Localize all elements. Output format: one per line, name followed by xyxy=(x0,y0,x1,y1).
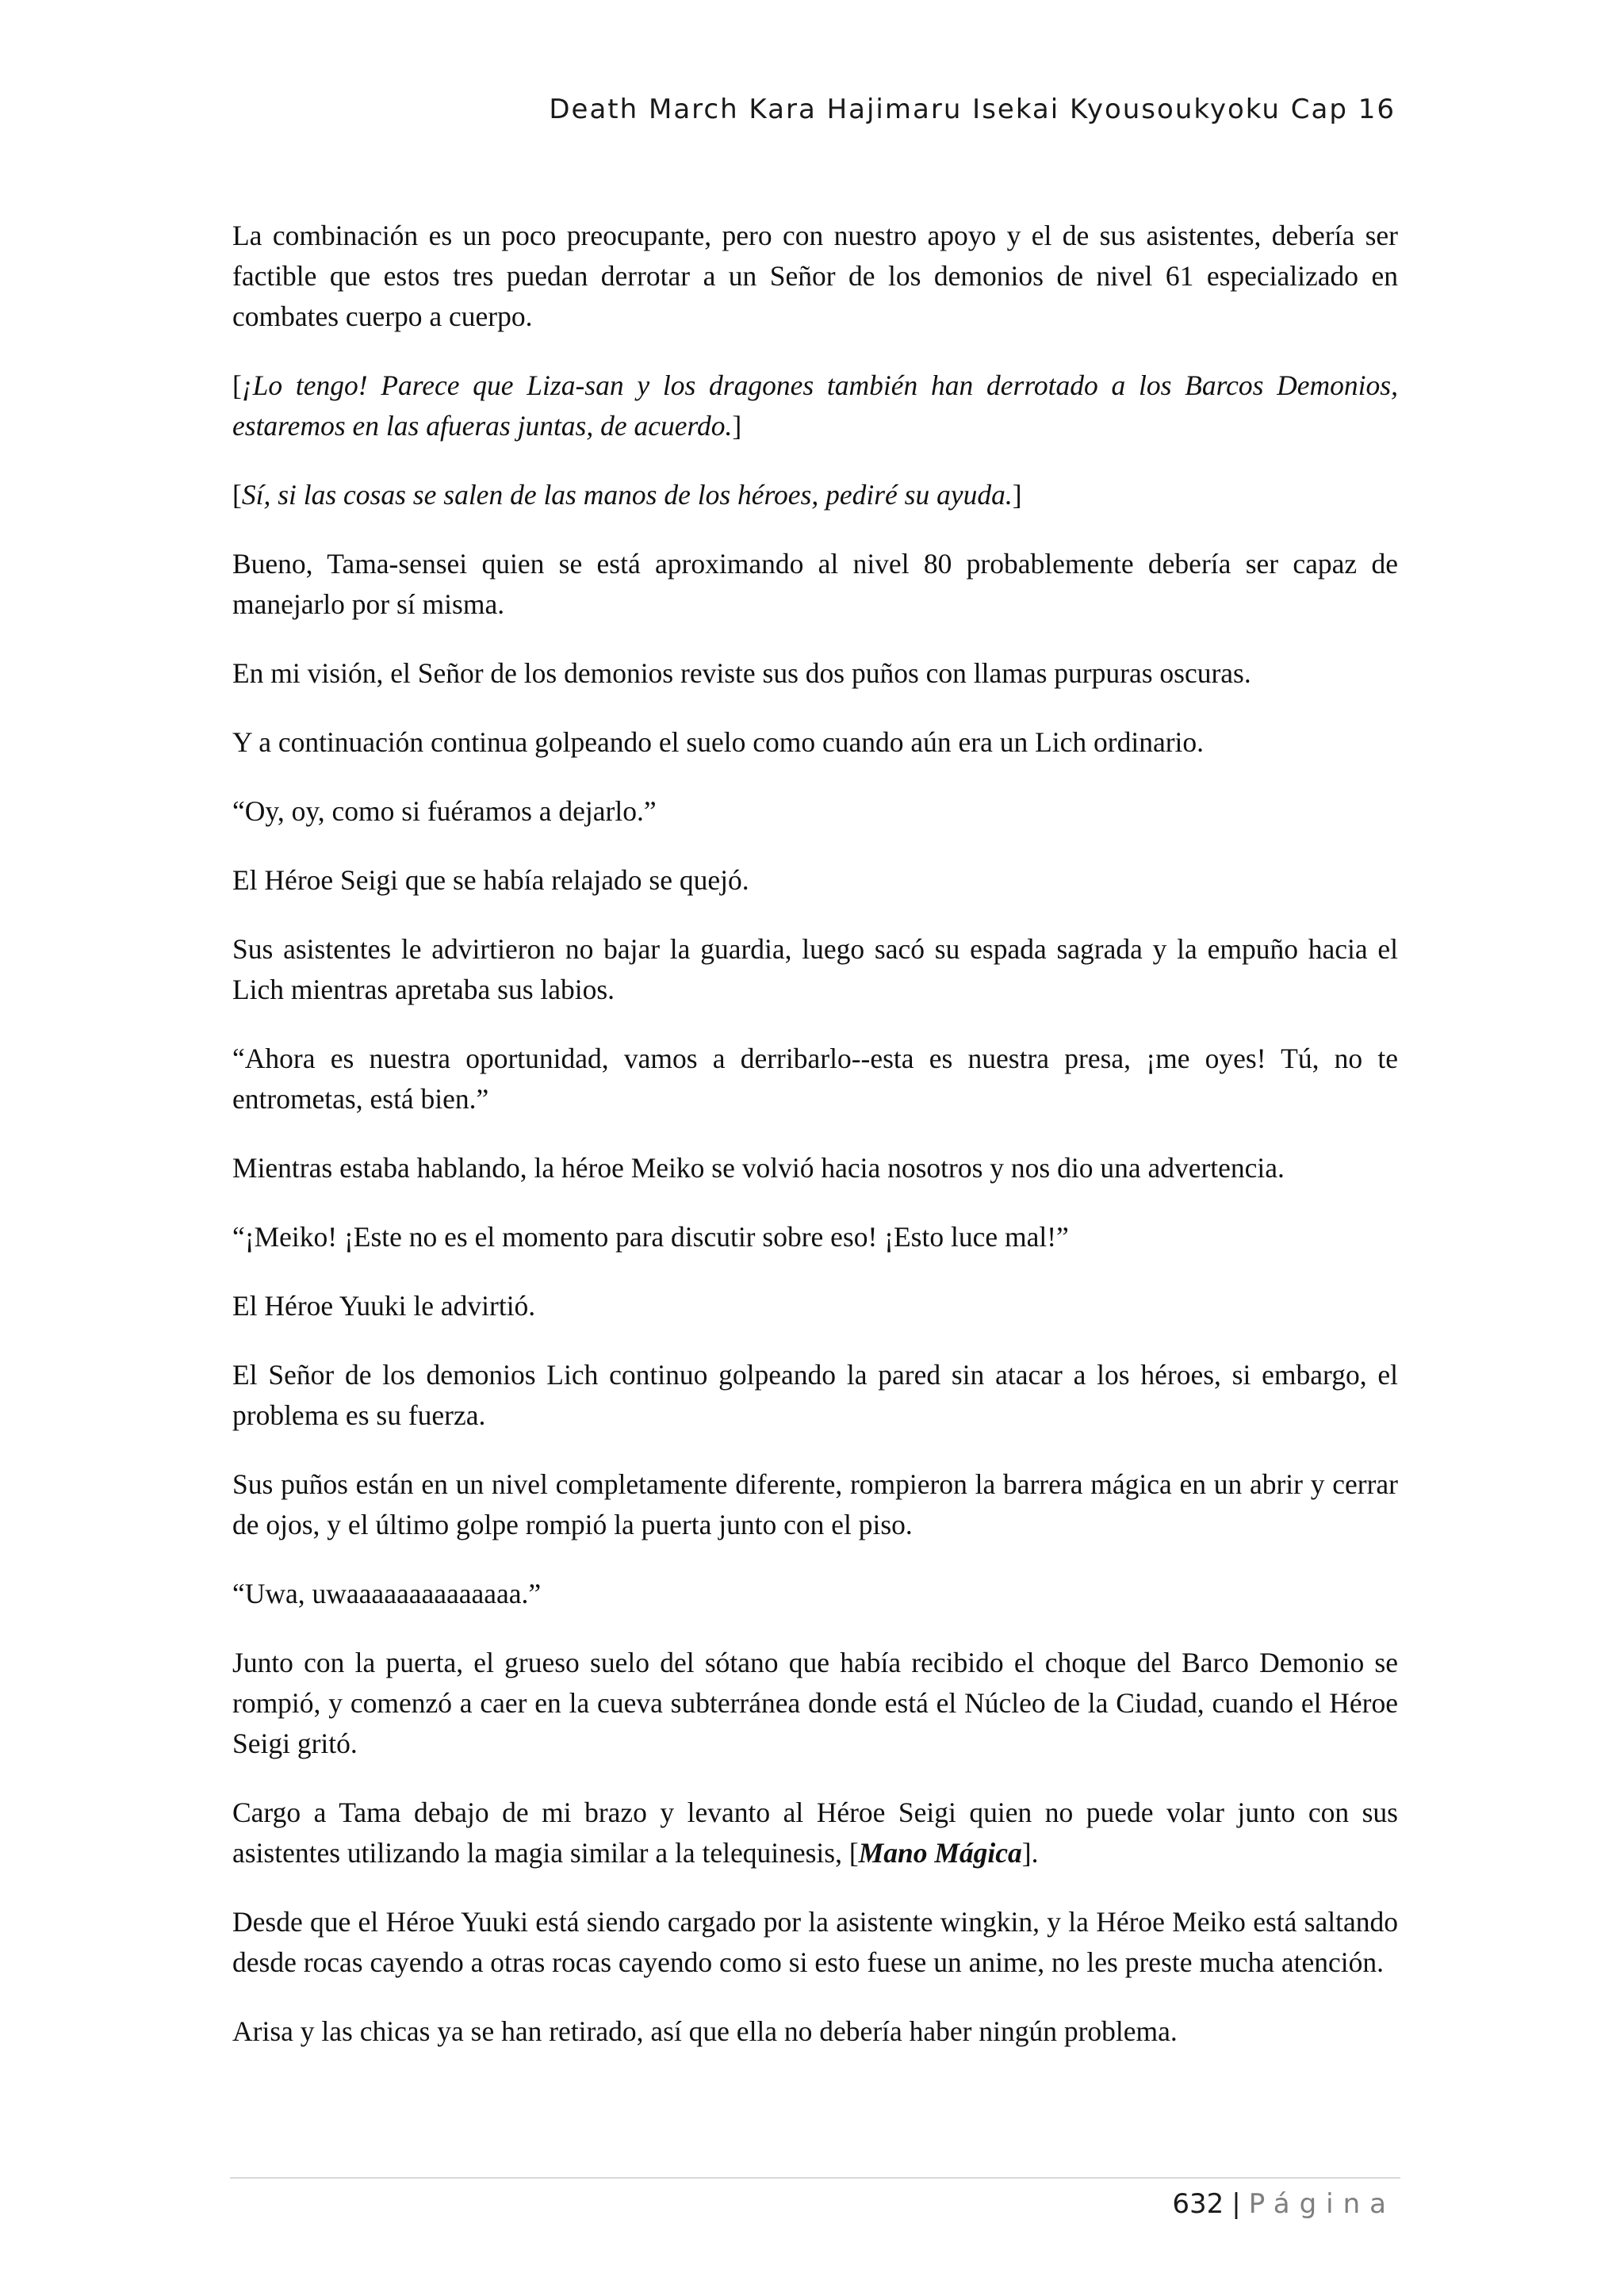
paragraph: Junto con la puerta, el grueso suelo del sótano que había recibido el choque del Barco Demonio se rompió, y comenzó a caer en la cueva subterránea donde está el Núcleo de la Ciudad, cuando el Héroe Seigi gritó. xyxy=(232,1647,1398,1759)
paragraph: Mientras estaba hablando, la héroe Meiko se volvió hacia nosotros y nos dio una advertencia. xyxy=(232,1152,1285,1184)
footer-separator: | xyxy=(1231,2188,1241,2220)
page-number: 632 xyxy=(1172,2188,1224,2220)
paragraph: Sus puños están en un nivel completamente diferente, rompieron la barrera mágica en un abrir y cerrar de ojos, y el último golpe rompió la puerta junto con el piso. xyxy=(232,1468,1398,1540)
paragraph: “Uwa, uwaaaaaaaaaaaaaa.” xyxy=(232,1578,542,1609)
footer-divider xyxy=(230,2177,1400,2179)
bracket-open: [ xyxy=(232,369,242,401)
italic-dialogue: ¡Lo tengo! Parece que Liza-san y los dragones también han derrotado a los Barcos Demonios, estaremos en las afueras juntas, de acuerdo. xyxy=(232,369,1398,442)
paragraph: Desde que el Héroe Yuuki está siendo cargado por la asistente wingkin, y la Héroe Meiko está saltando desde rocas cayendo a otras rocas cayendo como si esto fuese un anime, no les preste mucha atención. xyxy=(232,1906,1398,1978)
paragraph-dialogue-italic xyxy=(232,365,1398,446)
paragraph: El Señor de los demonios Lich continuo golpeando la pared sin atacar a los héroes, si embargo, el problema es su fuerza. xyxy=(232,1359,1398,1431)
paragraph: Bueno, Tama-sensei quien se está aproximando al nivel 80 probablemente debería ser capaz de manejarlo por sí misma. xyxy=(232,548,1398,620)
paragraph-with-emphasis xyxy=(232,1793,1398,1873)
paragraph: En mi visión, el Señor de los demonios reviste sus dos puños con llamas purpuras oscuras. xyxy=(232,657,1251,689)
paragraph: Y a continuación continua golpeando el suelo como cuando aún era un Lich ordinario. xyxy=(232,726,1205,758)
paragraph: El Héroe Seigi que se había relajado se quejó. xyxy=(232,864,749,896)
page-footer xyxy=(1172,2188,1396,2220)
page-label: Página xyxy=(1248,2188,1396,2220)
document-body xyxy=(232,216,1398,2080)
bracket-close: ] xyxy=(732,410,742,442)
paragraph-dialogue-italic xyxy=(232,475,1398,515)
paragraph: “Ahora es nuestra oportunidad, vamos a derribarlo--esta es nuestra presa, ¡me oyes! Tú, no te entrometas, está bien.” xyxy=(232,1043,1398,1115)
paragraph: Sus asistentes le advirtieron no bajar la guardia, luego sacó su espada sagrada y la empuño hacia el Lich mientras apretaba sus labios. xyxy=(232,933,1398,1005)
paragraph: La combinación es un poco preocupante, pero con nuestro apoyo y el de sus asistentes, debería ser factible que estos tres puedan derrotar a un Señor de los demonios de nivel 61 especializado en combates cuerpo a cuerpo. xyxy=(232,220,1398,332)
paragraph-text: Cargo a Tama debajo de mi brazo y levanto al Héroe Seigi quien no puede volar junto con sus asistentes utilizando la magia similar a la telequinesis, [ xyxy=(232,1797,1398,1869)
bracket-open: [ xyxy=(232,479,242,511)
spell-name: Mano Mágica xyxy=(858,1837,1022,1869)
paragraph: Arisa y las chicas ya se han retirado, así que ella no debería haber ningún problema. xyxy=(232,2015,1178,2047)
paragraph: “¡Meiko! ¡Este no es el momento para discutir sobre eso! ¡Esto luce mal!” xyxy=(232,1221,1069,1253)
italic-dialogue: Sí, si las cosas se salen de las manos de los héroes, pediré su ayuda. xyxy=(241,479,1013,511)
paragraph: El Héroe Yuuki le advirtió. xyxy=(232,1290,536,1322)
paragraph-text-end: ]. xyxy=(1021,1837,1039,1869)
page-header: Death March Kara Hajimaru Isekai Kyousoukyoku Cap 16 xyxy=(549,94,1396,125)
paragraph: “Oy, oy, como si fuéramos a dejarlo.” xyxy=(232,795,657,827)
bracket-close: ] xyxy=(1012,479,1022,511)
